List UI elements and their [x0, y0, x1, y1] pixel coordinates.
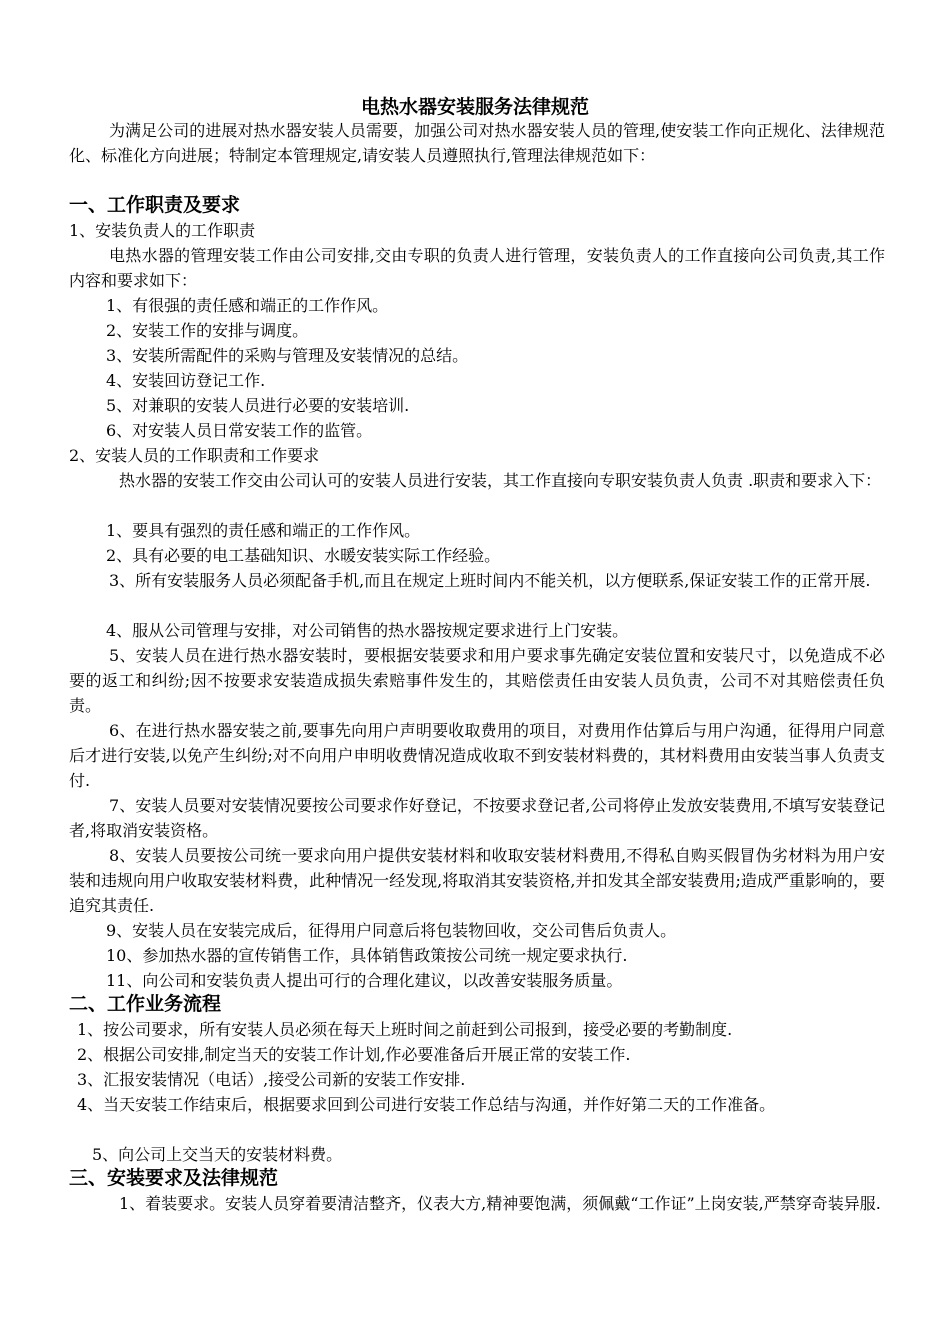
requirement-item: 3、所有安装服务人员必须配备手机,而且在规定上班时间内不能关机，以方便联系,保证安装工作的正常开展. — [109, 571, 871, 590]
section-3-heading: 三、安装要求及法律规范 — [69, 1167, 279, 1189]
requirement-item: 2、具有必要的电工基础知识、水暖安装实际工作经验。 — [106, 546, 501, 565]
requirement-item: 4、服从公司管理与安排，对公司销售的热水器按规定要求进行上门安装。 — [106, 621, 629, 640]
subsection-1-paragraph: 电热水器的管理安装工作由公司安排,交由专职的负责人进行管理，安装负责人的工作直接向公司负责,其工作内容和要求如下： — [69, 246, 885, 290]
requirement-item: 11、向公司和安装负责人提出可行的合理化建议，以改善安装服务质量。 — [106, 971, 623, 990]
workflow-step: 2、根据公司安排,制定当天的安装工作计划,作必要准备后开展正常的安装工作. — [77, 1045, 631, 1064]
duty-item: 1、有很强的责任感和端正的工作作风。 — [106, 296, 389, 315]
duty-item: 6、对安装人员日常安装工作的监管。 — [106, 421, 373, 440]
subsection-2-paragraph: 热水器的安装工作交由公司认可的安装人员进行安装，其工作直接向专职安装负责人负责 .职责和要求入下： — [119, 471, 882, 490]
requirement-item: 5、安装人员在进行热水器安装时，要根据安装要求和用户要求事先确定安装位置和安装尺寸，以免造成不必要的返工和纠纷;因不按要求安装造成损失索赔事件发生的，其赔偿责任由安装人员负责，公司不对其赔偿责任负责。 — [69, 646, 885, 715]
workflow-step: 5、向公司上交当天的安装材料费。 — [92, 1145, 343, 1164]
workflow-step: 1、按公司要求，所有安装人员必须在每天上班时间之前赶到公司报到，接受必要的考勤制度. — [77, 1020, 733, 1039]
requirement-item: 10、参加热水器的宣传销售工作，具体销售政策按公司统一规定要求执行. — [106, 946, 628, 965]
workflow-step: 4、当天安装工作结束后，根据要求回到公司进行安装工作总结与沟通，并作好第二天的工作准备。 — [77, 1095, 776, 1114]
subsection-2-heading: 2、安装人员的工作职责和工作要求 — [69, 446, 320, 465]
intro-paragraph: 为满足公司的进展对热水器安装人员需要，加强公司对热水器安装人员的管理,使安装工作向正规化、法律规范化、标准化方向进展；特制定本管理规定,请安装人员遵照执行,管理法律规范如下： — [69, 121, 885, 165]
requirement-item: 9、安装人员在安装完成后，征得用户同意后将包装物回收，交公司售后负责人。 — [106, 921, 677, 940]
document-title: 电热水器安装服务法律规范 — [360, 96, 589, 118]
requirement-item: 6、在进行热水器安装之前,要事先向用户声明要收取费用的项目，对费用作估算后与用户沟通，征得用户同意后才进行安装,以免产生纠纷;对不向用户申明收费情况造成收取不到安装材料费的，其材料费用由安装当事人负责支付. — [69, 721, 885, 790]
requirement-item: 8、安装人员要按公司统一要求向用户提供安装材料和收取安装材料费用,不得私自购买假冒伪劣材料为用户安装和违规向用户收取安装材料费，此种情况一经发现,将取消其安装资格,并扣发其全部安装费用;造成严重影响的，要追究其责任. — [69, 846, 885, 915]
subsection-1-heading: 1、安装负责人的工作职责 — [69, 221, 256, 240]
section-2-heading: 二、工作业务流程 — [69, 993, 222, 1015]
requirement-item: 7、安装人员要对安装情况要按公司要求作好登记，不按要求登记者,公司将停止发放安装费用,不填写安装登记者,将取消安装资格。 — [69, 796, 885, 840]
duty-item: 4、安装回访登记工作. — [106, 371, 266, 390]
section-3-paragraph: 1、着装要求。安装人员穿着要清洁整齐，仪表大方,精神要饱满，须佩戴“工作证”上岗安装,严禁穿奇装异服. — [119, 1194, 881, 1213]
requirement-item: 1、要具有强烈的责任感和端正的工作作风。 — [106, 521, 421, 540]
section-1-heading: 一、工作职责及要求 — [69, 194, 241, 216]
duty-item: 5、对兼职的安装人员进行必要的安装培训. — [106, 396, 410, 415]
duty-item: 2、安装工作的安排与调度。 — [106, 321, 309, 340]
duty-item: 3、安装所需配件的采购与管理及安装情况的总结。 — [106, 346, 469, 365]
workflow-step: 3、汇报安装情况（电话）,接受公司新的安装工作安排. — [77, 1070, 466, 1089]
